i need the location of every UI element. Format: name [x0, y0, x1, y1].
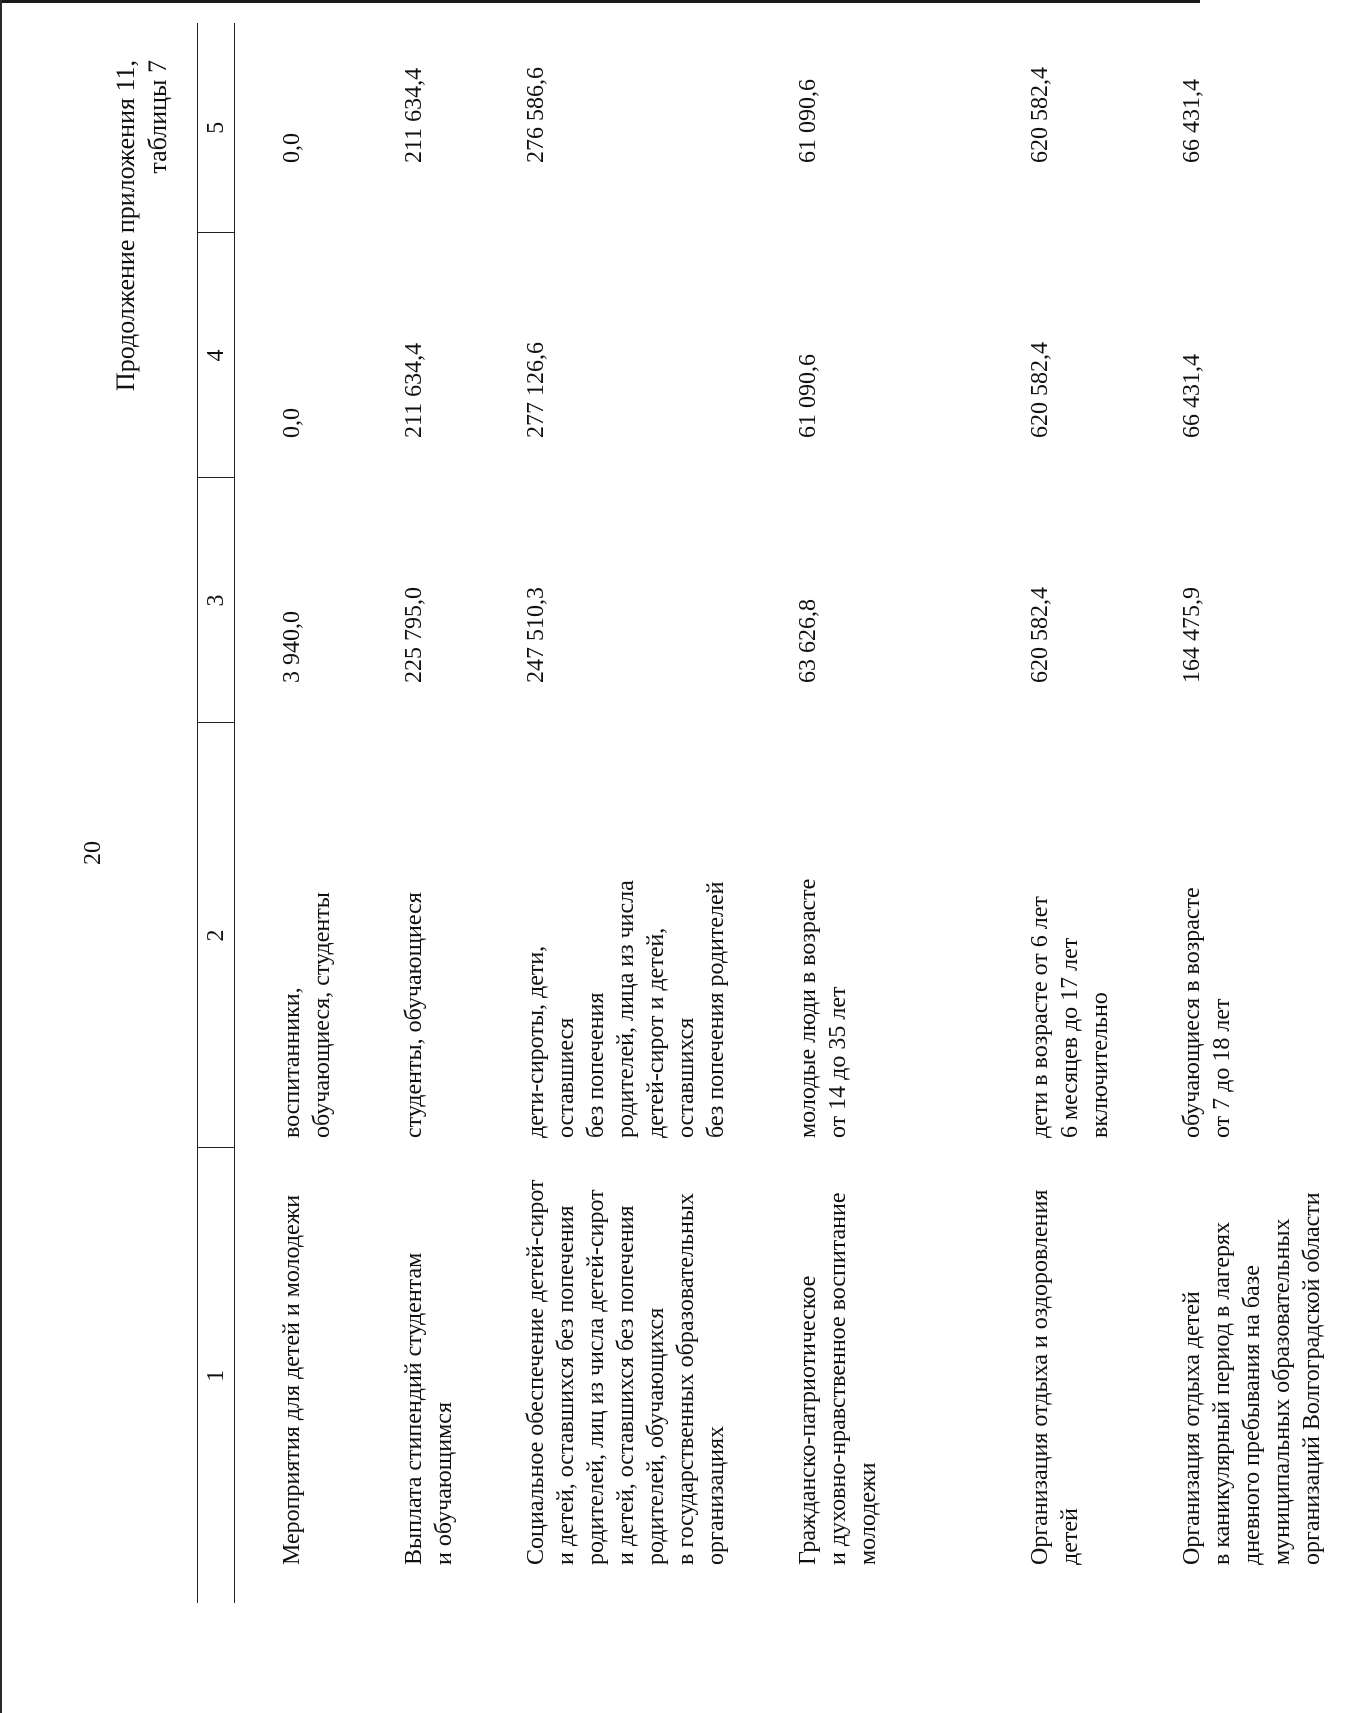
row-recipients-cell [479, 723, 751, 1148]
cell-line: и детей, оставшихся без попечения [553, 1205, 579, 1565]
row-name-cell [235, 1148, 358, 1603]
row-recipients [399, 733, 429, 1138]
col5-value: 0,0 [279, 133, 305, 163]
col4-value: 61 090,6 [795, 354, 821, 438]
row-name-cell [357, 1148, 479, 1603]
column-header-1: 1 [198, 1148, 235, 1603]
cell-line: Гражданско-патриотическое [795, 1275, 821, 1565]
col3-value: 3 940,0 [279, 611, 305, 683]
cell-line: родителей, лиц из числа детей-сирот [583, 1189, 609, 1565]
row-recipients [793, 733, 853, 1138]
col3-value: 225 795,0 [401, 587, 427, 683]
cell-line: родителей, лица из числа [613, 880, 639, 1138]
cell-line: организациях [703, 1425, 729, 1565]
row-name [1025, 1158, 1085, 1565]
table-row [235, 23, 358, 1603]
cell-line: детей-сирот и детей, [643, 927, 669, 1138]
cell-line: обучающиеся в возрасте [1179, 887, 1205, 1138]
cell-line: Мероприятия для детей и молодежи [279, 1194, 305, 1565]
cell-line: дети в возрасте от 6 лет [1027, 896, 1053, 1138]
cell-line: Организация отдыха детей [1179, 1291, 1205, 1565]
row-recipients-cell [235, 723, 358, 1148]
col4-value: 620 582,4 [1027, 342, 1053, 438]
page-number: 20 [80, 841, 106, 865]
col3-value: 63 626,8 [795, 599, 821, 683]
cell-line: от 7 до 18 лет [1209, 998, 1235, 1138]
col5-value: 276 586,6 [523, 67, 549, 163]
cell-line: и детей, оставшихся без попечения [613, 1205, 639, 1565]
col4-value: 0,0 [279, 408, 305, 438]
column-header-3: 3 [198, 478, 235, 723]
cell-line: без попечения [583, 992, 609, 1138]
col3-value: 620 582,4 [1027, 587, 1053, 683]
row-name-cell [751, 1148, 983, 1603]
cell-line: родителей, обучающихся [643, 1307, 669, 1565]
row-name [521, 1158, 731, 1565]
cell-line: и духовно-нравственное воспитание [825, 1192, 851, 1565]
cell-line: воспитанники, [279, 987, 305, 1138]
column-header-5: 5 [198, 23, 235, 233]
col5-value: 620 582,4 [1027, 67, 1053, 163]
cell-line: без попечения родителей [703, 881, 729, 1138]
col4-value: 277 126,6 [523, 342, 549, 438]
col4-value: 211 634,4 [401, 342, 427, 438]
row-recipients-cell [1135, 723, 1347, 1148]
column-header-2: 2 [198, 723, 235, 1148]
cell-line: Социальное обеспечение детей-сирот [523, 1179, 549, 1565]
continuation-line-2: таблицы 7 [143, 60, 172, 174]
row-name-cell [479, 1148, 751, 1603]
row-recipients [277, 733, 337, 1138]
row-recipients-cell [983, 723, 1135, 1148]
row-name-cell [1135, 1148, 1347, 1603]
continuation-line-1: Продолжение приложения 11, [111, 60, 140, 392]
row-name [277, 1158, 307, 1565]
cell-line: молодежи [855, 1462, 881, 1565]
row-recipients-cell [357, 723, 479, 1148]
row-recipients [1177, 733, 1237, 1138]
table-row [751, 23, 983, 1603]
cell-line: дневного пребывания на базе [1239, 1265, 1265, 1565]
cell-line: в государственных образовательных [673, 1193, 699, 1565]
cell-line: организаций Волгоградской области [1299, 1192, 1325, 1565]
row-recipients-cell [751, 723, 983, 1148]
row-name [399, 1158, 459, 1565]
col5-value: 211 634,4 [401, 67, 427, 163]
cell-line: детей [1057, 1508, 1083, 1565]
cell-line: и обучающимся [431, 1402, 457, 1565]
cell-line: Выплата стипендий студентам [401, 1252, 427, 1565]
col3-value: 247 510,3 [523, 587, 549, 683]
col5-value: 66 431,4 [1179, 79, 1205, 163]
continuation-note [110, 60, 174, 391]
cell-line: дети-сироты, дети, [523, 945, 549, 1138]
row-recipients [521, 733, 731, 1138]
col5-value: 61 090,6 [795, 79, 821, 163]
table-row [1135, 23, 1347, 1603]
column-header-4: 4 [198, 233, 235, 478]
cell-line: студенты, обучающиеся [401, 892, 427, 1138]
cell-line: в каникулярный период в лагерях [1209, 1221, 1235, 1565]
column-number-row [198, 23, 235, 1603]
cell-line: Организация отдыха и оздоровления [1027, 1189, 1053, 1565]
row-recipients [1025, 733, 1115, 1138]
col4-value: 66 431,4 [1179, 354, 1205, 438]
row-name-cell [983, 1148, 1135, 1603]
budget-table [197, 23, 1347, 1603]
row-name [1177, 1158, 1327, 1565]
table-body [235, 23, 1347, 1603]
cell-line: 6 месяцев до 17 лет [1057, 937, 1083, 1138]
cell-line: оставшиеся [553, 1017, 579, 1138]
cell-line: оставшихся [673, 1017, 699, 1138]
cell-line: молодые люди в возрасте [795, 878, 821, 1138]
col3-value: 164 475,9 [1179, 587, 1205, 683]
table-row [479, 23, 751, 1603]
cell-line: обучающиеся, студенты [309, 892, 335, 1138]
table-row [357, 23, 479, 1603]
cell-line: муниципальных образовательных [1269, 1218, 1295, 1565]
table-row [983, 23, 1135, 1603]
row-name [793, 1158, 883, 1565]
cell-line: от 14 до 35 лет [825, 986, 851, 1138]
cell-line: включительно [1087, 992, 1113, 1138]
